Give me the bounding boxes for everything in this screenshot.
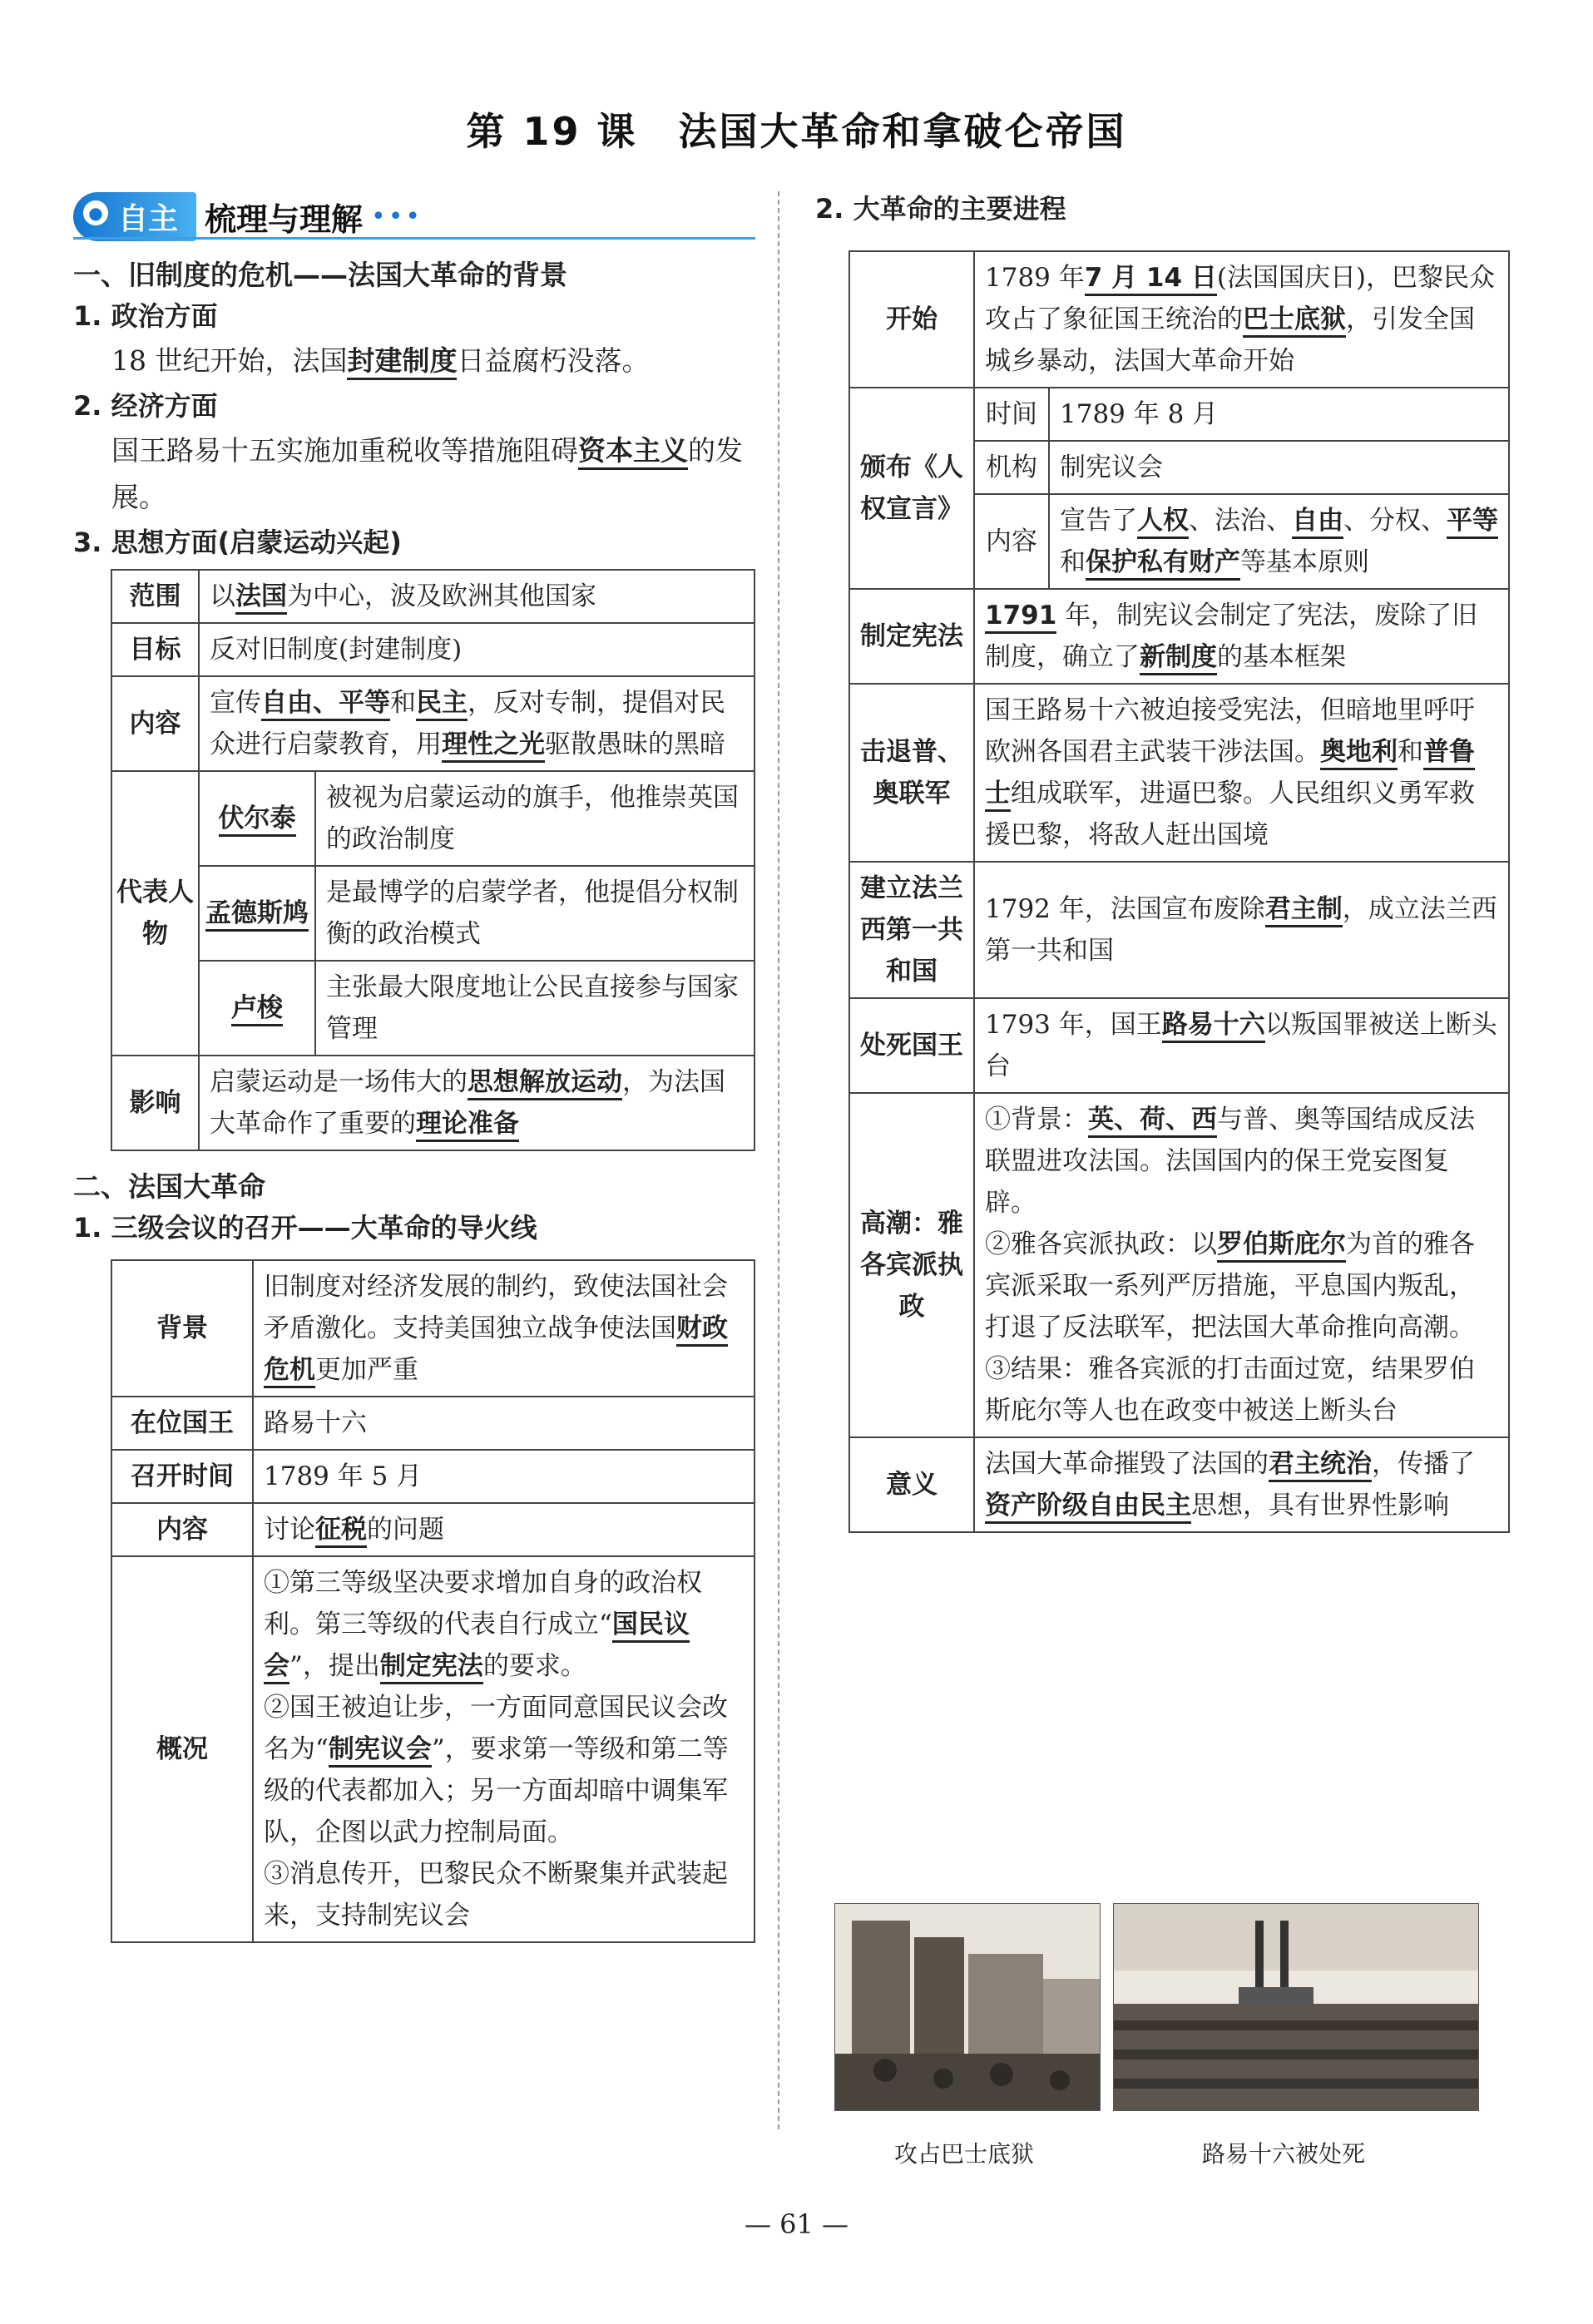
caption-bastille: 攻占巴士底狱	[894, 2140, 1035, 2168]
keyword: 君主制	[1265, 894, 1343, 927]
table-row	[849, 251, 1509, 388]
sub-label: 机构	[974, 441, 1049, 494]
text: 和	[1398, 737, 1423, 767]
table-row	[111, 676, 754, 771]
row-value	[253, 1556, 754, 1942]
execution-engraving-graphic	[1114, 1904, 1479, 2111]
keyword: 1791	[985, 601, 1056, 634]
table-row	[111, 570, 754, 623]
table-row	[849, 862, 1509, 998]
banner-tag	[73, 192, 196, 241]
keyword: 君主统治	[1269, 1449, 1372, 1482]
text: 思想，具有世界性影响	[1191, 1491, 1449, 1520]
text: 和	[1060, 547, 1086, 577]
table-row	[849, 998, 1509, 1093]
row-value	[199, 676, 754, 771]
row-value	[974, 998, 1509, 1093]
row-label: 内容	[111, 676, 199, 771]
text: 旧制度对经济发展的制约，致使法国社会矛盾激化。支持美国独立战争使法国	[264, 1272, 728, 1343]
section-heading-1: 一、旧制度的危机——法国大革命的背景	[73, 259, 567, 291]
keyword: 卢梭	[231, 993, 283, 1026]
text: ①第三等级坚决要求增加自身的政治权利。第三等级的代表自行成立“	[264, 1568, 702, 1639]
keyword: 法国	[235, 581, 287, 615]
row-label: 制定宪法	[849, 589, 974, 684]
keyword: 新制度	[1140, 642, 1217, 675]
banner-q-icon: ●	[83, 200, 108, 225]
banner-underline	[73, 237, 755, 240]
row-label: 召开时间	[111, 1450, 253, 1503]
keyword: 财政危机	[264, 1313, 728, 1388]
table-row	[111, 623, 754, 676]
table-row	[111, 771, 754, 866]
text: 18 世纪开始，法国	[111, 344, 348, 377]
text: 启蒙运动是一场伟大的	[210, 1067, 468, 1097]
page-number: — 61 —	[744, 2208, 849, 2240]
table-row	[111, 961, 754, 1056]
keyword: 人权	[1137, 506, 1189, 539]
person-desc: 被视为启蒙运动的旗手，他推崇英国的政治制度	[315, 771, 754, 866]
text: 宣传	[210, 688, 261, 718]
revolution-process-table	[848, 250, 1510, 1533]
row-value	[974, 589, 1509, 684]
keyword: 、	[313, 688, 339, 721]
overview-item-2	[264, 1687, 744, 1853]
row-label: 颁布《人权宣言》	[849, 388, 974, 589]
row-label: 内容	[111, 1503, 253, 1556]
row-value	[253, 1260, 754, 1397]
text: 日益腐朽没落。	[457, 344, 650, 377]
row-value	[974, 251, 1509, 388]
left-column	[73, 191, 755, 1943]
table-row	[111, 1056, 754, 1150]
text: 1789 年	[985, 263, 1085, 293]
text: 以叛国罪被送上断头台	[985, 1010, 1497, 1081]
keyword: 伏尔泰	[219, 804, 296, 837]
table-row	[849, 1093, 1509, 1437]
row-label: 处死国王	[849, 998, 974, 1093]
keyword: 路易十六	[1162, 1010, 1265, 1043]
row-value: 路易十六	[253, 1397, 754, 1450]
keyword: 英、荷、西	[1088, 1105, 1217, 1138]
illustrations	[834, 1903, 1500, 2119]
overview-item-3: ③消息传开，巴黎民众不断聚集并武装起来，支持制宪议会	[264, 1859, 728, 1931]
row-label: 目标	[111, 623, 199, 676]
row-value: 反对旧制度(封建制度)	[199, 623, 754, 676]
text: 和	[390, 688, 416, 718]
text: 国王路易十五实施加重税收等措施阻碍	[111, 434, 578, 467]
row-label: 概况	[111, 1556, 253, 1942]
text: 为首的雅各宾派采取一系列严厉措施，平息国内叛乱，打退了反法联军，把法国大革命推向高潮。	[985, 1229, 1475, 1342]
row-value: 1789 年 8 月	[1049, 388, 1509, 441]
keyword: 理性之光	[442, 729, 545, 763]
estates-general-table	[111, 1259, 755, 1943]
text: 讨论	[264, 1515, 315, 1545]
text: 1792 年，法国宣布废除	[985, 894, 1265, 924]
row-label: 意义	[849, 1437, 974, 1532]
row-label: 高潮：雅各宾派执政	[849, 1093, 974, 1437]
keyword: 思想解放运动	[468, 1067, 622, 1100]
enlightenment-table	[111, 569, 755, 1151]
keyword: 制宪议会	[329, 1734, 432, 1768]
text: ，反对专制，提倡对民众进行启蒙教育，用	[210, 688, 725, 759]
text: 的要求。	[482, 1651, 586, 1681]
subheading-estates: 1. 三级会议的召开——大革命的导火线	[73, 1212, 537, 1244]
keyword: 资本主义	[578, 434, 688, 470]
text: 更加严重	[315, 1355, 418, 1385]
row-value	[199, 570, 754, 623]
text: ，传播了	[1372, 1449, 1475, 1479]
text: 国王路易十六被迫接受宪法，但暗地里呼吁欧洲各国君主武装干涉法国。	[985, 695, 1475, 767]
table-row	[111, 1556, 754, 1942]
section-banner	[73, 191, 755, 241]
right-column	[811, 187, 1510, 1533]
text: 的发展。	[111, 434, 743, 513]
table-row	[111, 866, 754, 961]
keyword: 民主	[416, 688, 468, 721]
row-label: 影响	[111, 1056, 199, 1150]
text: ①背景：	[985, 1105, 1088, 1135]
table-row	[849, 589, 1509, 684]
text: ，成立法兰西第一共和国	[985, 894, 1497, 966]
row-value	[974, 1437, 1509, 1532]
row-value	[1049, 494, 1509, 589]
keyword: 罗伯斯庇尔	[1217, 1229, 1346, 1263]
table-row	[849, 684, 1509, 862]
sub-label: 时间	[974, 388, 1049, 441]
keyword: 平等	[1447, 506, 1498, 539]
row-value	[199, 1056, 754, 1150]
subheading-economy: 2. 经济方面	[73, 390, 218, 422]
table-row	[111, 1503, 754, 1556]
keyword: 制定宪法	[380, 1651, 483, 1684]
bastille-engraving	[834, 1903, 1101, 2111]
keyword: 资产阶级自由民主	[985, 1491, 1191, 1524]
row-label: 建立法兰西第一共和国	[849, 862, 974, 998]
text: 与普、奥等国结成反法联盟进攻法国。法国国内的保王党妄图复辟。	[985, 1105, 1475, 1218]
text: 的基本框架	[1217, 642, 1346, 672]
keyword: 巴士底狱	[1243, 304, 1346, 338]
text: 等基本原则	[1240, 547, 1369, 577]
text: 年，制宪议会制定了宪法，废除了旧制度，确立了	[985, 601, 1478, 672]
person-name	[199, 866, 315, 961]
row-value	[253, 1503, 754, 1556]
row-value: 制宪议会	[1049, 441, 1509, 494]
keyword: 孟德斯鸠	[205, 898, 309, 932]
banner-tag-text: 自主	[118, 201, 179, 236]
keyword: 普鲁士	[985, 737, 1475, 812]
text: 1793 年，国王	[985, 1010, 1162, 1040]
row-label: 在位国王	[111, 1397, 253, 1450]
keyword: 征税	[315, 1515, 367, 1548]
table-row	[849, 388, 1509, 441]
execution-engraving	[1113, 1903, 1479, 2111]
peak-item-3: ③结果：雅各宾派的打击面过宽，结果罗伯斯庇尔等人也在政变中被送上断头台	[985, 1354, 1475, 1426]
peak-item-1	[985, 1099, 1498, 1224]
person-name	[199, 771, 315, 866]
paragraph-politics	[73, 338, 755, 384]
row-label: 背景	[111, 1260, 253, 1397]
peak-item-2	[985, 1224, 1498, 1348]
text: 宣告了	[1060, 506, 1137, 536]
subheading-thought: 3. 思想方面(启蒙运动兴起)	[73, 527, 402, 558]
row-value: 1789 年 5 月	[253, 1450, 754, 1503]
keyword: 平等	[339, 688, 390, 721]
banner-dots: •••	[371, 201, 423, 231]
row-label: 代表人物	[111, 771, 199, 1056]
table-row	[111, 1397, 754, 1450]
person-name	[199, 961, 315, 1056]
row-value	[974, 684, 1509, 862]
row-label: 开始	[849, 251, 974, 388]
keyword: 7 月 14 日	[1085, 263, 1217, 296]
column-divider	[778, 191, 779, 2129]
text: ”，要求第一等级和第二等级的代表都加入；另一方面却暗中调集军队，企图以武力控制局面。	[264, 1734, 729, 1847]
text: 法国大革命摧毁了法国的	[985, 1449, 1269, 1479]
bastille-engraving-graphic	[835, 1904, 1101, 2111]
keyword: 自由	[261, 688, 313, 721]
keyword: 理论准备	[416, 1109, 519, 1142]
keyword: 奥地利	[1320, 737, 1398, 770]
text: 组成联军，进逼巴黎。人民组织义勇军救援巴黎，将敌人赶出国境	[985, 779, 1475, 850]
keyword: 自由	[1292, 506, 1343, 539]
text: (法国国庆日)，巴黎民众攻占了象征国王统治的	[985, 263, 1496, 334]
text: ②雅各宾派执政：以	[985, 1229, 1217, 1259]
keyword: 保护私有财产	[1086, 547, 1240, 581]
text: 的问题	[367, 1515, 444, 1545]
banner-text: 梳理与理解	[205, 200, 364, 238]
paragraph-economy	[73, 428, 755, 521]
text: 、分权、	[1343, 506, 1447, 536]
person-desc: 是最博学的启蒙学者，他提倡分权制衡的政治模式	[315, 866, 754, 961]
text: 为中心，波及欧洲其他国家	[287, 581, 596, 611]
text: ②国王被迫让步，一方面同意国民议会改名为“	[264, 1693, 728, 1764]
page-title: 第 19 课 法国大革命和拿破仑帝国	[466, 109, 1127, 154]
text: 、法治、	[1189, 506, 1292, 536]
keyword: 国民议会	[264, 1609, 690, 1684]
table-row	[111, 1450, 754, 1503]
subheading-politics: 1. 政治方面	[73, 300, 218, 332]
person-desc: 主张最大限度地让公民直接参与国家管理	[315, 961, 754, 1056]
sub-label: 内容	[974, 494, 1049, 589]
row-value	[974, 1093, 1509, 1437]
text: 以	[210, 581, 235, 611]
caption-execution: 路易十六被处死	[1202, 2140, 1366, 2168]
text: ”，提出	[289, 1651, 380, 1681]
table-row	[111, 1260, 754, 1397]
text: ，为法国大革命作了重要的	[210, 1067, 725, 1139]
row-value	[974, 862, 1509, 998]
table-row	[849, 1437, 1509, 1532]
text: 驱散愚昧的黑暗	[545, 729, 725, 759]
section-heading-3: 2. 大革命的主要进程	[815, 193, 1066, 225]
row-label: 击退普、奥联军	[849, 684, 974, 862]
keyword: 封建制度	[347, 344, 457, 380]
overview-item-1	[264, 1562, 744, 1687]
section-heading-2: 二、法国大革命	[73, 1170, 265, 1203]
row-label: 范围	[111, 570, 199, 623]
text: ，引发全国城乡暴动，法国大革命开始	[985, 304, 1475, 376]
